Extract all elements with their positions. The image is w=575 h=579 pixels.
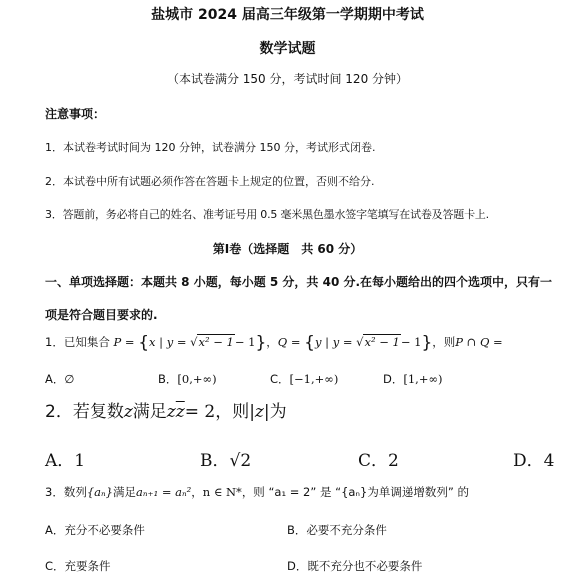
q1-func-var-q: y	[332, 335, 340, 349]
q2-prefix: 2．若复数	[45, 402, 124, 422]
q3-option-d: D．既不充分也不必要条件	[287, 559, 423, 573]
q3-option-a: A．充分不必要条件	[45, 523, 145, 537]
question-3	[45, 484, 469, 500]
q1-option-d: D．[1,+∞)	[383, 372, 443, 386]
q2-product: $z\overline{z}$	[166, 402, 185, 422]
notice-item-2: 2．本试卷中所有试题必须作答在答题卡上规定的位置，否则不给分.	[45, 175, 375, 188]
q1-option-a: A．∅	[45, 372, 75, 386]
q1-sqrt-q: x² − 1	[364, 335, 400, 349]
exam-subject: 数学试题	[259, 41, 316, 57]
q1-func-var-p: y	[166, 335, 174, 349]
q1-set-p-label: P	[113, 335, 122, 349]
q2-option-c: C．2	[358, 451, 399, 471]
exam-title: 盐城市 2024 届高三年级第一学期期中考试	[151, 7, 424, 23]
notice-item-3: 3．答题前，务必将自己的姓名、准考证号用 0.5 毫米黑色墨水签字笔填写在试卷及答题卡上.	[45, 208, 489, 221]
notice-item-1: 1．本试卷考试时间为 120 分钟，试卷满分 150 分，考试形式闭卷.	[45, 141, 376, 154]
q1-minus-p: − 1	[234, 335, 256, 349]
q2-option-a: A．1	[45, 451, 86, 471]
q3-quote: ，则 “a₁ = 2” 是 “{aₙ}为单调递增数列” 的	[241, 485, 469, 499]
question-1: 1．已知集合 P = {x | y = √x² − 1− 1}，Q = {y | y = √x² − 1− 1}，则P ∩ Q =	[45, 333, 503, 353]
q2-mid: 满足	[132, 402, 167, 422]
q2-tail: ，则	[215, 402, 250, 422]
q1-set-q-label: Q	[277, 335, 288, 349]
q1-option-b: B．[0,+∞)	[158, 372, 217, 386]
q3-option-c: C．充要条件	[45, 559, 111, 573]
q2-option-d: D．4	[513, 451, 555, 471]
q2-end: 为	[269, 402, 287, 422]
q3-recurrence: aₙ₊₁ = aₙ²	[135, 485, 192, 499]
q3-option-b: B．必要不充分条件	[287, 523, 387, 537]
q1-ask: P ∩ Q =	[455, 335, 503, 349]
q2-var: z	[123, 402, 133, 422]
question-2	[45, 397, 287, 422]
notice-heading: 注意事项：	[45, 107, 106, 121]
q3-prefix: 3．数列	[45, 485, 87, 499]
q3-seq: {aₙ}	[86, 485, 113, 499]
q2-equation: = 2	[184, 402, 216, 422]
q1-minus-q: − 1	[400, 335, 422, 349]
exam-note: （本试卷满分 150 分，考试时间 120 分钟）	[166, 72, 409, 86]
q2-option-b: B．√2	[200, 451, 252, 471]
q1-tail: ，则	[432, 335, 456, 349]
part1-title: 第Ⅰ卷（选择题 共 60 分）	[212, 242, 363, 256]
q1-option-c: C．[−1,+∞)	[270, 372, 339, 386]
q1-prefix: 1．已知集合	[45, 335, 110, 349]
section-instructions-line2: 项是符合题目要求的.	[45, 308, 158, 322]
q2-abs: |z|	[249, 402, 270, 422]
q3-mid: 满足	[112, 485, 136, 499]
section-instructions-line1: 一、单项选择题：本题共 8 小题，每小题 5 分，共 40 分.在每小题给出的四个选项中，只有一	[45, 275, 553, 289]
q1-set-p-var: x	[149, 335, 156, 349]
q1-set-q-var: y	[315, 335, 322, 349]
q1-sqrt-p: x² − 1	[198, 335, 234, 349]
q3-domain: ，n ∈ N*	[191, 485, 242, 499]
